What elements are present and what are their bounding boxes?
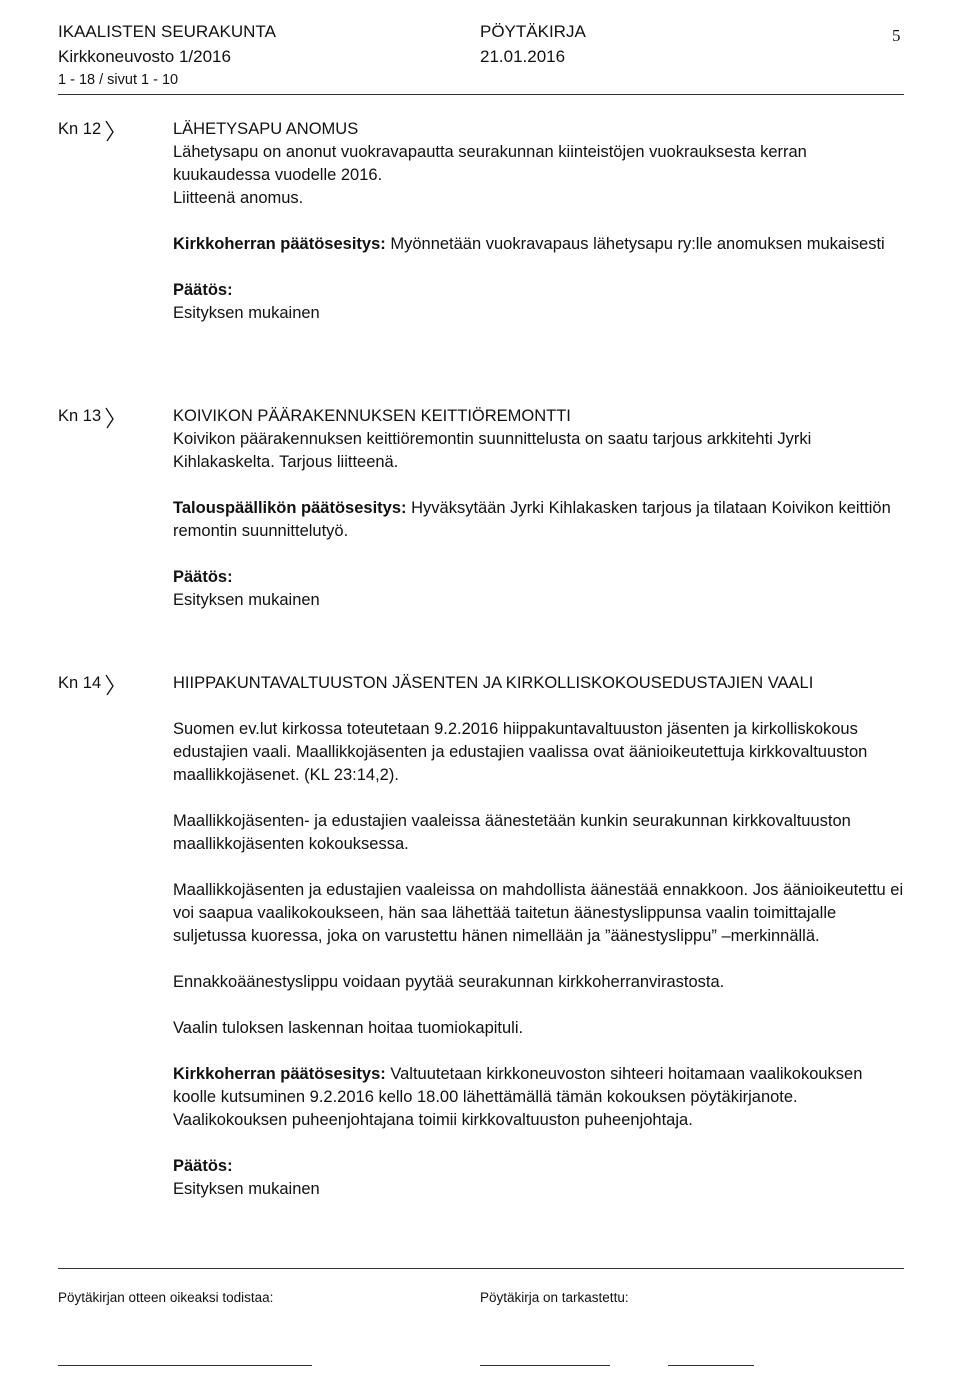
signature-line <box>480 1365 610 1366</box>
meeting-date: 21.01.2016 <box>480 47 566 66</box>
section-mark-icon <box>105 120 114 142</box>
paragraph-4: Ennakkoäänestyslippu voidaan pyytää seurakunnan kirkkoherranvirastosta. <box>173 973 725 991</box>
section-number-kn12 <box>58 118 114 142</box>
decision-text: Esityksen mukainen <box>173 1180 320 1198</box>
decision-label: Päätös: <box>173 1157 233 1175</box>
signature-line <box>668 1365 754 1366</box>
page-range: 1 - 18 / sivut 1 - 10 <box>58 72 179 88</box>
proposal <box>173 1063 908 1132</box>
paragraph-5: Vaalin tuloksen laskennan hoitaa tuomiokapituli. <box>173 1019 524 1037</box>
section-number-label: Kn 14 <box>58 674 102 692</box>
section-kn13 <box>173 405 908 612</box>
section-title: KOIVIKON PÄÄRAKENNUKSEN KEITTIÖREMONTTI <box>173 407 571 425</box>
proposal <box>173 497 908 543</box>
decision-label: Päätös: <box>173 281 233 299</box>
paragraph-1: Suomen ev.lut kirkossa toteutetaan 9.2.2016 hiippakuntavaltuuston jäsenten ja kirkolliskokous edustajien vaali. Maallikkojäsenten ja edustajien vaalissa ovat äänioikeutettuja kirkkovaltuuston maallikkojäsenet. (KL 23:14,2). <box>173 720 868 784</box>
section-intro: Koivikon päärakennuksen keittiöremontin suunnittelusta on saatu tarjous arkkitehti Jyrki Kihlakaskelta. Tarjous liitteenä. <box>173 430 812 471</box>
proposal-text: Myönnetään vuokravapaus lähetysapu ry:lle anomuksen mukaisesti <box>385 235 885 253</box>
page-number: 5 <box>892 26 901 45</box>
section-intro: Lähetysapu on anonut vuokravapautta seurakunnan kiinteistöjen vuokrauksesta kerran kuukaudessa vuodelle 2016. <box>173 143 807 184</box>
header-divider <box>58 94 904 95</box>
proposal-text: Valtuutetaan kirkkoneuvoston sihteeri hoitamaan vaalikokouksen koolle kutsuminen 9.2.2016 kello 18.00 lähettämällä tämän kokouksen pöytäkirjanote. Vaalikokouksen puheenjohtajana toimii kirkkovaltuuston puheenjohtaja. <box>173 1065 863 1129</box>
proposal-label: Kirkkoherran päätösesitys: <box>173 1065 386 1083</box>
decision-text: Esityksen mukainen <box>173 591 320 609</box>
section-title: LÄHETYSAPU ANOMUS <box>173 120 359 138</box>
document-type: PÖYTÄKIRJA <box>480 22 586 41</box>
proposal-label: Kirkkoherran päätösesitys: <box>173 235 386 253</box>
section-title: HIIPPAKUNTAVALTUUSTON JÄSENTEN JA KIRKOLLISKOKOUSEDUSTAJIEN VAALI <box>173 674 814 692</box>
decision-text: Esityksen mukainen <box>173 304 320 322</box>
organization-name: IKAALISTEN SEURAKUNTA <box>58 22 276 41</box>
paragraph-3: Maallikkojäsenten ja edustajien vaaleissa on mahdollista äänestää ennakkoon. Jos äänioikeutettu ei voi saapua vaalikokoukseen, hän saa lähettää taitetun äänestyslippunsa vaalin toimittajalle suljetussa kuoressa, joka on varustettu hänen nimellään ja ”äänestyslippu” –merkinnällä. <box>173 881 904 945</box>
section-kn12 <box>173 118 908 325</box>
paragraph-2: Maallikkojäsenten- ja edustajien vaaleissa äänestetään kunkin seurakunnan kirkkovaltuuston maallikkojäsenten kokouksessa. <box>173 812 851 853</box>
meeting-name: Kirkkoneuvosto 1/2016 <box>58 47 231 66</box>
section-number-kn13 <box>58 405 114 429</box>
certified-by-label: Pöytäkirjan otteen oikeaksi todistaa: <box>58 1290 274 1305</box>
proposal-text: Hyväksytään Jyrki Kihlakasken tarjous ja tilataan Koivikon keittiön remontin suunnittelutyö. <box>173 499 891 540</box>
section-mark-icon <box>105 674 114 696</box>
section-number-label: Kn 13 <box>58 407 102 425</box>
attachment-note: Liitteenä anomus. <box>173 189 304 207</box>
section-number-kn14 <box>58 672 114 696</box>
decision-label: Päätös: <box>173 568 233 586</box>
proposal <box>173 233 908 256</box>
section-number-label: Kn 12 <box>58 120 102 138</box>
proposal-label: Talouspäällikön päätösesitys: <box>173 499 407 517</box>
section-kn14 <box>173 672 908 1201</box>
section-mark-icon <box>105 407 114 429</box>
signature-line <box>58 1365 312 1366</box>
footer-divider <box>58 1268 904 1269</box>
checked-by-label: Pöytäkirja on tarkastettu: <box>480 1290 629 1305</box>
